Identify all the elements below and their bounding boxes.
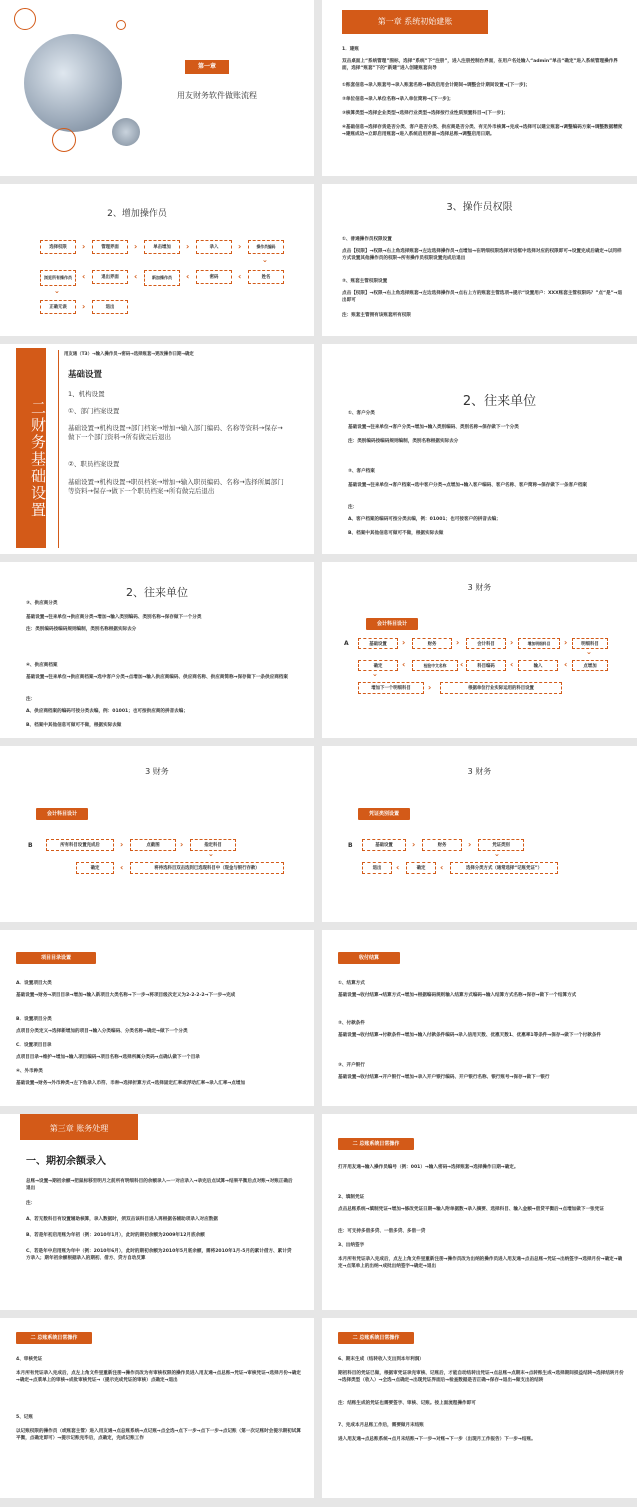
flow-step: 检验中文名称 xyxy=(412,660,458,671)
paragraph: 打开用友通→输入操作员编号（例：001）→输入密码→选择账套→选择操作日期→确定。 xyxy=(338,1165,519,1170)
label-a: A xyxy=(344,640,349,647)
slide-finance-b xyxy=(0,746,314,922)
note: A、供应商档案的编码可按分类去编，例：01001；也可按供应商的拼音去编； xyxy=(26,709,188,714)
note: B、若是年初启用账为年初（例：2010年1月），此时的期初余额为2009年12月底余额 xyxy=(26,1233,205,1238)
note: 注： xyxy=(348,505,358,510)
arrow-left-icon: ‹ xyxy=(134,272,138,281)
slide-customer xyxy=(322,344,637,554)
flow-step: 选择分类方式（通常选择“记账凭证”） xyxy=(450,862,558,874)
slide-system-init xyxy=(322,0,637,176)
section-heading: 基础设置 xyxy=(68,370,103,380)
section-heading: 4、审核凭证 xyxy=(16,1357,43,1362)
paragraph: ①账套信息→录入账套号→录入账套名称→修改启用会计期间→调整会计期间设置→[下一步]； xyxy=(342,83,531,88)
arrow-right-icon: › xyxy=(186,242,190,251)
flow-step: 姓名 xyxy=(248,270,284,284)
arrow-down-icon: ⌄ xyxy=(372,670,378,678)
flow-step: 正确无误 xyxy=(40,300,76,314)
note: B、档案中其他信息可做可不做，根据实际去做 xyxy=(26,723,122,728)
flow-step: 增加下一个明细科目 xyxy=(358,682,424,694)
paragraph: 点击总账系统→填制凭证→增加→修改凭证日期→输入附单据数→录入摘要、选择科目、输入金额→借贷平衡后→点增加做下一张凭证 xyxy=(338,1207,604,1212)
section-heading: B．设置项目分类 xyxy=(16,1017,52,1022)
arrow-right-icon: › xyxy=(134,242,138,251)
paragraph: 基础设置→收付结算→付款条件→增加→输入付款条件编码→录入信用天数、优惠天数1、优惠率1等条件→保存→做下一个付款条件 xyxy=(338,1033,602,1038)
note: A、客户档案的编码可按分类去编，例：01001；也可按客户的拼音去编； xyxy=(348,517,501,522)
slide-title: 3 财务 xyxy=(467,767,492,776)
section-heading: ④、供应商档案 xyxy=(26,663,58,668)
note: 注：结账生成的凭证也需要签字、审核、记账。按上面流程操作即可 xyxy=(338,1401,476,1406)
section-heading: ③、开户银行 xyxy=(338,1063,365,1068)
arrow-left-icon: ‹ xyxy=(120,863,124,872)
arrow-right-icon: › xyxy=(180,840,184,849)
flow-step: 财务 xyxy=(422,839,462,851)
section-pill: 会计科目设计 xyxy=(366,618,418,630)
flow-step: 录入 xyxy=(196,240,232,254)
note: 注： xyxy=(26,1201,36,1206)
section-heading: ②、账套主管权限设置 xyxy=(342,279,388,284)
paragraph: 点击【权限】→权限→右上角选择账套→左边选择操作员→点右上方的账套主管选项→提示“设置用户：XXX账套主管权限吗？”点“是”→退出即可 xyxy=(342,291,623,304)
flow-step: 财务 xyxy=(412,638,452,649)
photo-circle xyxy=(24,34,122,132)
section-heading: 3、出纳签字 xyxy=(338,1243,365,1248)
paragraph: 基础设置→往来单位→客户分类→增加→输入类别编码、类别名称→保存做下一个分类 xyxy=(348,425,519,430)
section-heading: ①、结算方式 xyxy=(338,981,365,986)
flow-step: 输入 xyxy=(518,660,558,671)
slide-add-operator xyxy=(0,184,314,336)
slide-daily-ops-3 xyxy=(322,1318,637,1498)
section-heading: C．设置项目目录 xyxy=(16,1043,52,1048)
flow-step: 会计科目 xyxy=(466,638,506,649)
slide-title: 2、往来单位 xyxy=(126,586,188,599)
section-heading: ①、客户分类 xyxy=(348,411,375,416)
slide-supplier xyxy=(0,562,314,738)
section-pill: 项目目录设置 xyxy=(16,952,96,964)
arrow-right-icon: › xyxy=(82,242,86,251)
section-pill: 二 总账系统日常操作 xyxy=(16,1332,92,1344)
deco-circle xyxy=(52,128,76,152)
chapter-badge: 第一章 xyxy=(185,60,229,74)
arrow-right-icon: › xyxy=(456,638,460,647)
flow-step: 指定科目 xyxy=(190,839,236,851)
arrow-down-icon: ⌄ xyxy=(494,850,500,858)
slide-title: 3 财务 xyxy=(467,583,492,592)
flow-step: 根据单位行业实际运用的科目设置 xyxy=(440,682,562,694)
paragraph: 本月所有凭证录入完成后，点左上角文件里重新注册→操作员改为出纳的操作员进入用友通→点击总账→凭证→出纳签字→选择月份→确定→确定→点菜单上的出纳→成批出纳签字→确定→退出 xyxy=(338,1257,623,1270)
flow-step: 新加操作员 xyxy=(144,270,180,286)
flow-step: 单击增加 xyxy=(144,240,180,254)
flow-step: 操作员编码 xyxy=(248,240,284,254)
arrow-right-icon: › xyxy=(120,840,124,849)
paragraph: ③核算类型→选择企业类型→选择行业类型→选择按行业性质预置科目→[下一步]； xyxy=(342,111,508,116)
paragraph: ④基础信息→选择存货是否分类、客户是否分类、供应商是否分类、有无外币核算→完成→选择可以建立账套→调整编码方案→调整数据精度→建账成功→立即启用账套→进入系统启用界面→选择总账→调整启用日期。 xyxy=(342,125,623,138)
section-pill: 收付结算 xyxy=(338,952,400,964)
paragraph: 点项目分类定义→选择新增加的项目→输入分类编码、分类名称→确定→做下一个分类 xyxy=(16,1029,188,1034)
arrow-left-icon: ‹ xyxy=(82,272,86,281)
slide-title: 3 财务 xyxy=(145,767,169,776)
cover-title: 用友财务软件做账流程 xyxy=(177,91,257,100)
item: ②、职员档案设置 xyxy=(68,460,120,468)
paragraph: 点击【权限】→权限→右上角选择账套→左边选择操作员→点增加→在明细权限选择对话框中选择对应的权限即可→设置完成后确定→以同样方式设置其他操作员的权限→所有操作员权限设置完成后退出 xyxy=(342,249,622,262)
flow-step: 增加明细科目 xyxy=(518,638,560,649)
flow-step: 基础设置 xyxy=(358,638,398,649)
arrow-left-icon: ‹ xyxy=(510,660,514,669)
flow-step: 凭证类别 xyxy=(478,839,524,851)
section-heading: ③、供应商分类 xyxy=(26,601,58,606)
slide-title: 2、往来单位 xyxy=(462,394,537,409)
arrow-down-icon: ⌄ xyxy=(586,648,592,656)
flow-step: 将待选科目双击选到已选现科目中（现金与银行存款） xyxy=(130,862,284,874)
paragraph: 基础设置→财务→项目目录→增加→输入新项目大类名称→下一步→将项目级次定义为2-2-2-2→下一步→完成 xyxy=(16,993,236,998)
section-heading: 7、完成本月总账工作后，需要做月末结账 xyxy=(338,1423,424,1428)
slide-operator-permissions xyxy=(322,184,637,336)
slide-title: 2、增加操作员 xyxy=(107,209,167,219)
section-heading: 5、记账 xyxy=(16,1415,33,1420)
flow-step: 选择权限 xyxy=(40,240,76,254)
paragraph: 基础设置→收付结算→开户银行→增加→录入开户银行编码、开户银行名称、银行账号→保存→做下一银行 xyxy=(338,1075,550,1080)
arrow-left-icon: ‹ xyxy=(402,660,406,669)
arrow-down-icon: ⌄ xyxy=(208,850,214,858)
paragraph: 基础设置→往来单位→客户档案→选中客户分类→点增加→输入客户编码、客户名称、客户简称→保存做下一条客户档案 xyxy=(348,483,588,488)
arrow-right-icon: › xyxy=(428,683,432,692)
note: 注： xyxy=(26,697,36,702)
arrow-down-icon: ⌄ xyxy=(262,256,268,264)
arrow-left-icon: ‹ xyxy=(396,863,400,872)
flow-step: 确定 xyxy=(406,862,436,874)
arrow-down-icon: ⌄ xyxy=(54,287,60,295)
arrow-left-icon: ‹ xyxy=(440,863,444,872)
label-b: B xyxy=(348,842,353,849)
arrow-right-icon: › xyxy=(412,840,416,849)
flow-step: 点截图 xyxy=(130,839,176,851)
slide-project-catalog xyxy=(0,930,314,1106)
note: 注：可支持多借多贷、一借多贷、多借一贷 xyxy=(338,1229,426,1234)
note: C、若是年中启用账为年中（例：2010年6月），此时的期初余额为2010年5月底余额，需将2010年1月-5月的累计借方、累计贷方录入；期年初余额根据录入的期初、借方、贷方自动反算 xyxy=(26,1249,292,1262)
flow-step: 点增加 xyxy=(572,660,608,671)
arrow-right-icon: › xyxy=(238,242,242,251)
slide-accounting xyxy=(0,1114,314,1310)
slide-daily-ops-1 xyxy=(322,1114,637,1310)
section-heading: ①、普通操作员权限设置 xyxy=(342,237,392,242)
arrow-left-icon: ‹ xyxy=(564,660,568,669)
section-heading: 一、期初余额录入 xyxy=(26,1156,106,1167)
section-pill: 二 总账系统日常操作 xyxy=(338,1332,414,1344)
arrow-right-icon: › xyxy=(510,638,514,647)
flow-step: 基础设置 xyxy=(362,839,406,851)
paragraph: ②单位信息→录入单位名称→录入单位简称→[下一步]； xyxy=(342,97,454,102)
section-pill: 会计科目设计 xyxy=(36,808,88,820)
paragraph: 基础设置→往来单位→供应商分类→增加→输入类别编码、类别名称→保存做下一个分类 xyxy=(26,615,202,620)
arrow-left-icon: ‹ xyxy=(460,660,464,669)
label-b: B xyxy=(28,842,33,849)
paragraph: 基础设置→财务→外币种类→左下角录入币符、币种→选择折算方式→选择固定汇率或浮动汇率→录入汇率→点增加 xyxy=(16,1081,246,1086)
flow-step: 确定 xyxy=(358,660,398,671)
note: B、档案中其他信息可做可不做，根据实际去做 xyxy=(348,531,444,536)
section-heading: 6、期末生成（结转收入支出到本年利润） xyxy=(338,1357,424,1362)
paragraph: 以记账权限的操作员（或账套主管）进入用友通→点总账系统→点记账→点全选→点下一步→点下一步→点记账（第一次记账时会提示期初试算平衡，点确定即可）→提示记账完毕后，点确定，完成记账工作 xyxy=(16,1429,301,1442)
arrow-right-icon: › xyxy=(468,840,472,849)
item-text: 基础设置→机构设置→职员档案→增加→输入职员编码、名称→选择所属部门等资料→保存→做下一个职员档案→所有做完后退出 xyxy=(68,478,284,496)
deco-circle xyxy=(14,8,36,30)
chapter-header: 第三章 账务处理 xyxy=(20,1114,138,1140)
slide-daily-ops-2 xyxy=(0,1318,314,1498)
section-pill: 二 总账系统日常操作 xyxy=(338,1138,414,1150)
slide-title: 3、操作员权限 xyxy=(446,202,513,213)
slide-cover xyxy=(0,0,314,176)
top-path: 用友通（T3）→输入操作员→密码→选择账套→更改操作日期→确定 xyxy=(64,352,194,357)
slide-basic-settings xyxy=(0,344,314,554)
item: 1、机构设置 xyxy=(68,390,105,398)
arrow-left-icon: ‹ xyxy=(186,272,190,281)
flow-step: 退出界面 xyxy=(92,270,128,284)
section-heading: ④、外币种类 xyxy=(16,1069,43,1074)
arrow-right-icon: › xyxy=(564,638,568,647)
paragraph: 基础设置→往来单位→供应商档案→选中客户分类→点增加→输入供应商编码、供应商名称、供应商简称→保存做下一条供应商档案 xyxy=(26,675,288,680)
flow-step: 管理界面 xyxy=(92,240,128,254)
note: 注：类别编码按编码规则编制，类别名称根据实际去分 xyxy=(26,627,137,632)
slide-voucher-type xyxy=(322,746,637,922)
flow-step: 退出 xyxy=(362,862,392,874)
paragraph: 双击桌面上“系统管理”图标，选择“系统”下“注册”，进入注册控制台界面，在用户名处输入“admin”单击“确定”进入系统管理操作界面，选择“账套”下的“新建”进入创建账套向导 xyxy=(342,59,618,72)
paragraph: 本月所有凭证录入完成后，点左上角文件里重新注册→操作员改为有审核权限的操作员进入用友通→点总账→凭证→审核凭证→选择月份→确定→确定→点菜单上的审核→成批审核凭证→（提示完成凭证的审核）点确定→退出 xyxy=(16,1371,301,1384)
slide-settlement xyxy=(322,930,637,1106)
note: A、若无数科目有设置辅助核算，录入数据时，须双击该科目进入再根据各辅助项录入对应数据 xyxy=(26,1217,218,1222)
paragraph: 点项目目录→维护→增加→输入项目编码→项目名称→选择所属分类码→点确认做下一个目录 xyxy=(16,1055,200,1060)
paragraph: 总账→设置→期初余额→把鼠标移至明月之前所有明细科目的余额录入—一对应录入→录完后点试算→结果平衡后点对账→对账正确后退出 xyxy=(26,1179,293,1192)
section-heading: A．设置项目大类 xyxy=(16,981,52,986)
photo-circle-small xyxy=(112,118,140,146)
side-line xyxy=(58,350,59,548)
item-text: 基础设置→机构设置→部门档案→增加→输入部门编码、名称等资料→保存→做下一个部门资料→所有做完后退出 xyxy=(68,424,283,442)
paragraph: 基础设置→收付结算→结算方式→增加→根据编码规则输入结算方式编码→输入结算方式名称→保存→做下一个结算方式 xyxy=(338,993,577,998)
slide-finance-a xyxy=(322,562,637,738)
section-heading: ②、客户档案 xyxy=(348,469,375,474)
deco-circle xyxy=(116,20,126,30)
section-heading: 1．建账 xyxy=(342,47,359,52)
section-heading: 2、填制凭证 xyxy=(338,1195,365,1200)
chapter-header: 第一章 系统初始建账 xyxy=(342,10,488,34)
flow-step: 密码 xyxy=(196,270,232,284)
side-title: 二财务基础设置 xyxy=(16,348,46,548)
note: 注：账套主管拥有该账套所有权限 xyxy=(342,313,411,318)
arrow-right-icon: › xyxy=(82,302,86,311)
note: 注：类别编码按编码规则编制，类别名称根据实际去分 xyxy=(348,439,459,444)
flow-step: 浏览所有操作员 xyxy=(40,270,76,286)
flow-step: 退出 xyxy=(92,300,128,314)
flow-step: 确定 xyxy=(76,862,114,874)
section-pill: 凭证类别设置 xyxy=(358,808,410,820)
arrow-left-icon: ‹ xyxy=(238,272,242,281)
flow-step: 所有科目设置完成后 xyxy=(46,839,114,851)
flow-step: 科目编码 xyxy=(466,660,506,671)
paragraph: 期初科目的凭证已做，根据审凭证录完审核、记账后，才能自动结转出凭证→点总账→点期末→点转账生成→选择期间损益结转→选择结转月份→选择类型（收入）→全选→点确定→出现凭证界面后→检查数据是否正确→保存→退出→做支出的结转 xyxy=(338,1371,624,1384)
section-heading: ②、付款条件 xyxy=(338,1021,365,1026)
paragraph: 进入用友通→点总账系统→点月末结账→下一步→对账→下一步（出现月工作报告）下一步→结账。 xyxy=(338,1437,536,1442)
flow-step: 明细科目 xyxy=(572,638,608,649)
arrow-right-icon: › xyxy=(402,638,406,647)
item: ①、部门档案设置 xyxy=(68,407,120,415)
